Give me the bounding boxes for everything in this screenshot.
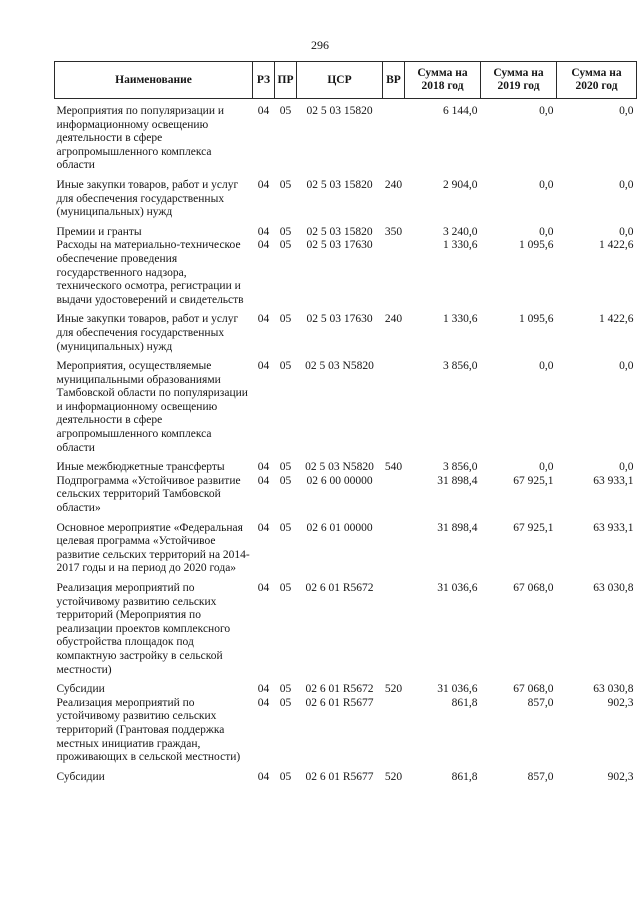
table-row [55, 516, 637, 576]
row-csr: 02 6 00 00000 [306, 474, 373, 487]
row-pr: 05 [279, 461, 292, 474]
row-pr: 05 [279, 696, 292, 709]
row-name: Мероприятия по популяризации и информационному освещению деятельности в сфере агропромышленного комплекса области [56, 105, 225, 172]
header-rz: РЗ [253, 62, 275, 99]
row-vr [383, 697, 405, 765]
row-pr: 05 [279, 582, 292, 594]
row-csr: 02 5 03 17630 [306, 239, 373, 252]
row-rz: 04 [257, 105, 270, 117]
table-row [55, 173, 637, 220]
row-vr: 520 [384, 770, 403, 783]
row-sum-2018: 2 904,0 [443, 178, 478, 191]
row-vr [383, 99, 405, 173]
header-sum-2018: Сумма на 2018 год [405, 62, 481, 99]
row-name: Иные закупки товаров, работ и услуг для обеспечения государственных (муниципальных) нужд [56, 178, 239, 219]
table-row [55, 455, 637, 475]
row-pr: 05 [279, 360, 292, 373]
row-pr: 05 [279, 770, 292, 783]
row-csr: 02 5 03 15820 [306, 178, 373, 191]
header-vr: ВР [383, 62, 405, 99]
row-rz: 04 [257, 178, 270, 191]
header-sum-2020: Сумма на 2020 год [557, 62, 637, 99]
row-csr: 02 5 03 N5820 [305, 360, 374, 373]
row-sum-2020: 0,0 [619, 461, 634, 474]
budget-table [54, 61, 637, 784]
row-rz: 04 [257, 474, 270, 487]
row-pr: 05 [279, 683, 292, 696]
row-name: Субсидии [56, 683, 105, 696]
row-name: Субсидии [56, 770, 105, 783]
row-csr: 02 6 01 R5672 [305, 582, 374, 594]
row-sum-2019: 0,0 [539, 360, 554, 373]
row-rz: 04 [257, 696, 270, 709]
row-rz: 04 [257, 683, 270, 696]
row-sum-2019: 0,0 [539, 461, 554, 474]
row-sum-2019: 857,0 [527, 770, 554, 783]
row-rz: 04 [257, 521, 270, 534]
row-pr: 05 [279, 105, 292, 117]
row-vr [383, 354, 405, 455]
row-sum-2020: 1 422,6 [599, 313, 634, 326]
row-sum-2020: 63 030,8 [593, 582, 634, 594]
row-sum-2018: 3 856,0 [443, 360, 478, 373]
row-name: Расходы на материально-техническое обеспечение проведения государственного надзора, технического осмотра, регистрации и выдачи удостоверений и свидетельств [56, 239, 244, 306]
row-rz: 04 [257, 582, 270, 594]
row-sum-2019: 67 925,1 [513, 474, 554, 487]
row-sum-2018: 3 240,0 [443, 225, 478, 238]
row-sum-2019: 857,0 [527, 696, 554, 709]
row-sum-2020: 1 422,6 [599, 239, 634, 252]
row-name: Основное мероприятие «Федеральная целевая программа «Устойчивое развитие сельских территорий на 2014-2017 годы и на период до 2020 года» [56, 521, 250, 575]
row-rz: 04 [257, 239, 270, 252]
row-sum-2018: 1 330,6 [443, 239, 478, 252]
row-vr [383, 516, 405, 576]
table-row [55, 765, 637, 785]
row-sum-2019: 67 925,1 [513, 521, 554, 534]
row-rz: 04 [257, 225, 270, 238]
header-sum-2019: Сумма на 2019 год [481, 62, 557, 99]
row-pr: 05 [279, 313, 292, 326]
row-sum-2020: 63 030,8 [593, 683, 634, 696]
row-vr: 240 [384, 313, 403, 326]
header-pr: ПР [275, 62, 297, 99]
row-sum-2020: 902,3 [607, 696, 634, 709]
row-sum-2019: 67 068,0 [513, 683, 554, 696]
row-sum-2020: 63 933,1 [593, 474, 634, 487]
row-vr: 240 [384, 178, 403, 191]
row-sum-2018: 31 036,6 [437, 582, 478, 594]
row-sum-2018: 6 144,0 [443, 105, 478, 117]
row-csr: 02 6 01 R5677 [305, 696, 374, 709]
row-csr: 02 6 01 R5677 [305, 770, 374, 783]
row-pr: 05 [279, 178, 292, 191]
row-sum-2020: 0,0 [619, 360, 634, 373]
row-sum-2019: 0,0 [539, 178, 554, 191]
row-sum-2018: 31 036,6 [437, 683, 478, 696]
row-vr [383, 239, 405, 307]
row-rz: 04 [257, 770, 270, 783]
table-header-row [55, 62, 637, 99]
row-pr: 05 [279, 474, 292, 487]
table-row [55, 220, 637, 240]
row-name: Иные межбюджетные трансферты [56, 461, 225, 474]
row-csr: 02 5 03 15820 [306, 225, 373, 238]
row-sum-2020: 63 933,1 [593, 521, 634, 534]
row-name: Иные закупки товаров, работ и услуг для обеспечения государственных (муниципальных) нужд [56, 313, 239, 353]
row-name: Реализация мероприятий по устойчивому развитию сельских территорий (Грантовая поддержка местных инициатив граждан, проживающих в сельской местности) [56, 696, 241, 764]
page-number: 296 [311, 38, 329, 52]
row-rz: 04 [257, 461, 270, 474]
row-rz: 04 [257, 360, 270, 373]
row-vr: 540 [384, 461, 403, 474]
row-vr: 520 [384, 683, 403, 696]
row-pr: 05 [279, 239, 292, 252]
table-row [55, 307, 637, 354]
row-sum-2020: 0,0 [619, 105, 634, 117]
row-sum-2020: 0,0 [619, 225, 634, 238]
row-sum-2019: 1 095,6 [519, 239, 554, 252]
row-sum-2018: 31 898,4 [437, 474, 478, 487]
table-row [55, 475, 637, 516]
table-row [55, 697, 637, 765]
header-csr: ЦСР [297, 62, 383, 99]
row-csr: 02 5 03 15820 [306, 105, 373, 117]
row-pr: 05 [279, 521, 292, 534]
row-csr: 02 5 03 17630 [306, 313, 373, 326]
row-rz: 04 [257, 313, 270, 326]
row-sum-2019: 67 068,0 [513, 582, 554, 594]
row-sum-2018: 861,8 [451, 696, 478, 709]
row-sum-2018: 1 330,6 [443, 313, 478, 326]
table-row [55, 576, 637, 677]
row-name: Мероприятия, осуществляемые муниципальными образованиями Тамбовской области по популяризации и информационному освещению деятельности в сфере агропромышленного комплекса области [56, 360, 248, 454]
row-sum-2020: 902,3 [607, 770, 634, 783]
table-row [55, 239, 637, 307]
row-sum-2019: 0,0 [539, 225, 554, 238]
row-pr: 05 [279, 225, 292, 238]
row-csr: 02 6 01 R5672 [305, 683, 374, 696]
row-name: Реализация мероприятий по устойчивому развитию сельских территорий (Мероприятия по реализации проектов комплексного обустройства площадок под компактную застройку в сельской местности) [56, 582, 231, 676]
row-sum-2019: 0,0 [539, 105, 554, 117]
row-csr: 02 5 03 N5820 [305, 461, 374, 474]
row-sum-2018: 31 898,4 [437, 521, 478, 534]
row-vr [383, 576, 405, 677]
row-sum-2019: 1 095,6 [519, 313, 554, 326]
row-vr: 350 [384, 225, 403, 238]
row-sum-2018: 861,8 [451, 770, 478, 783]
table-row [55, 354, 637, 455]
row-vr [383, 475, 405, 516]
row-sum-2020: 0,0 [619, 178, 634, 191]
table-row [55, 677, 637, 697]
row-name: Подпрограмма «Устойчивое развитие сельских территорий Тамбовской области» [56, 474, 241, 515]
row-name: Премии и гранты [56, 225, 142, 238]
header-name: Наименование [55, 62, 253, 99]
row-csr: 02 6 01 00000 [306, 521, 373, 534]
row-sum-2018: 3 856,0 [443, 461, 478, 474]
table-row [55, 99, 637, 173]
